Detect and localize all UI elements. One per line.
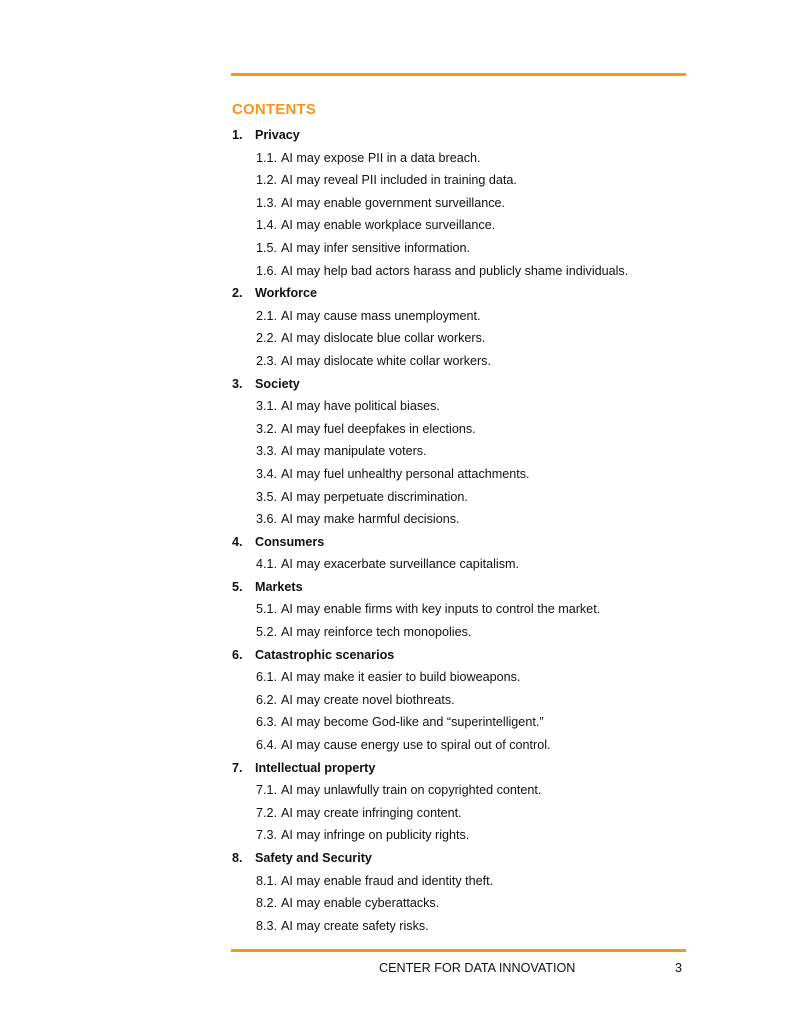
entry-text: AI may help bad actors harass and publicly shame individuals. xyxy=(281,263,629,278)
toc-section xyxy=(232,757,692,847)
entry-number: 7.1. xyxy=(256,783,278,798)
section-number: 2. xyxy=(232,286,243,301)
toc-section xyxy=(232,644,692,757)
entry-text: AI may manipulate voters. xyxy=(281,444,427,459)
section-title: Safety and Security xyxy=(255,851,372,865)
toc-entry[interactable] xyxy=(232,870,692,893)
section-title: Workforce xyxy=(255,286,318,301)
section-title: Intellectual property xyxy=(255,760,376,775)
toc-entry[interactable] xyxy=(232,418,692,441)
toc-entry[interactable] xyxy=(232,892,692,915)
contents-heading: CONTENTS xyxy=(232,101,317,118)
toc-entry[interactable] xyxy=(232,553,692,576)
toc-entry[interactable] xyxy=(232,824,692,847)
toc-entry[interactable] xyxy=(232,486,692,509)
entry-number: 6.1. xyxy=(256,670,278,685)
entry-text: AI may enable fraud and identity theft. xyxy=(281,873,494,888)
toc-section-heading[interactable] xyxy=(232,282,692,305)
top-rule xyxy=(231,73,686,76)
toc-entry[interactable] xyxy=(232,147,692,170)
toc-section xyxy=(232,576,692,644)
toc-entry[interactable] xyxy=(232,508,692,531)
entry-number: 7.2. xyxy=(256,805,278,820)
section-number: 6. xyxy=(232,647,243,662)
entry-number: 3.4. xyxy=(256,466,278,481)
entry-text: AI may enable workplace surveillance. xyxy=(281,218,496,233)
toc-section xyxy=(232,531,692,576)
table-of-contents xyxy=(232,124,692,937)
entry-text: AI may cause energy use to spiral out of control. xyxy=(281,738,551,753)
section-number: 4. xyxy=(232,534,243,549)
entry-number: 8.3. xyxy=(256,918,278,933)
toc-entry[interactable] xyxy=(232,260,692,283)
section-number: 7. xyxy=(232,760,243,775)
toc-entry[interactable] xyxy=(232,689,692,712)
toc-entry[interactable] xyxy=(232,598,692,621)
entry-text: AI may create novel biothreats. xyxy=(281,692,455,707)
entry-text: AI may enable firms with key inputs to control the market. xyxy=(281,602,601,617)
entry-number: 5.1. xyxy=(256,602,278,617)
toc-entry[interactable] xyxy=(232,711,692,734)
entry-number: 3.2. xyxy=(256,421,278,436)
entry-text: AI may reinforce tech monopolies. xyxy=(281,625,472,640)
entry-number: 3.1. xyxy=(256,399,278,414)
section-number: 5. xyxy=(232,579,243,594)
toc-entry[interactable] xyxy=(232,915,692,938)
entry-number: 1.3. xyxy=(256,195,278,210)
toc-entry[interactable] xyxy=(232,305,692,328)
entry-number: 3.6. xyxy=(256,512,278,527)
toc-entry[interactable] xyxy=(232,395,692,418)
toc-section xyxy=(232,282,692,372)
entry-text: AI may fuel deepfakes in elections. xyxy=(281,421,476,436)
entry-number: 8.1. xyxy=(256,873,278,888)
section-number: 1. xyxy=(232,128,243,142)
section-number: 8. xyxy=(232,851,243,865)
entry-number: 3.5. xyxy=(256,489,278,504)
toc-section-heading[interactable] xyxy=(232,531,692,554)
toc-section-heading[interactable] xyxy=(232,373,692,396)
entry-text: AI may cause mass unemployment. xyxy=(281,308,481,323)
section-title: Catastrophic scenarios xyxy=(255,647,395,662)
entry-text: AI may unlawfully train on copyrighted content. xyxy=(281,783,542,798)
entry-number: 4.1. xyxy=(256,557,278,572)
toc-entry[interactable] xyxy=(232,802,692,825)
toc-section-heading[interactable] xyxy=(232,124,692,147)
entry-text: AI may expose PII in a data breach. xyxy=(281,150,481,165)
toc-section-heading[interactable] xyxy=(232,644,692,667)
entry-number: 1.4. xyxy=(256,218,278,233)
bottom-rule xyxy=(231,949,686,952)
entry-number: 3.3. xyxy=(256,444,278,459)
toc-entry[interactable] xyxy=(232,327,692,350)
section-title: Privacy xyxy=(255,128,300,142)
entry-text: AI may enable government surveillance. xyxy=(281,195,506,210)
section-title: Society xyxy=(255,376,300,391)
page-number: 3 xyxy=(674,961,682,975)
toc-entry[interactable] xyxy=(232,169,692,192)
toc-entry[interactable] xyxy=(232,779,692,802)
entry-text: AI may create infringing content. xyxy=(281,805,462,820)
entry-number: 6.3. xyxy=(256,715,278,730)
toc-entry[interactable] xyxy=(232,350,692,373)
toc-entry[interactable] xyxy=(232,214,692,237)
entry-number: 7.3. xyxy=(256,828,278,843)
entry-number: 1.2. xyxy=(256,173,278,188)
entry-number: 1.5. xyxy=(256,240,278,255)
entry-text: AI may exacerbate surveillance capitalism. xyxy=(281,557,519,572)
entry-number: 2.3. xyxy=(256,353,278,368)
entry-text: AI may enable cyberattacks. xyxy=(281,896,440,911)
entry-text: AI may dislocate blue collar workers. xyxy=(281,331,486,346)
toc-entry[interactable] xyxy=(232,237,692,260)
toc-section-heading[interactable] xyxy=(232,757,692,780)
entry-number: 6.4. xyxy=(256,738,278,753)
entry-text: AI may infringe on publicity rights. xyxy=(281,828,470,843)
section-number: 3. xyxy=(232,376,243,391)
toc-section xyxy=(232,124,692,282)
entry-number: 1.1. xyxy=(256,150,278,165)
entry-text: AI may infer sensitive information. xyxy=(281,240,470,255)
toc-entry[interactable] xyxy=(232,463,692,486)
entry-number: 2.1. xyxy=(256,308,278,323)
toc-entry[interactable] xyxy=(232,440,692,463)
footer-org-name: CENTER FOR DATA INNOVATION xyxy=(379,961,576,975)
toc-section-heading[interactable] xyxy=(232,576,692,599)
toc-entry[interactable] xyxy=(232,621,692,644)
entry-text: AI may become God-like and “superintelligent.” xyxy=(281,715,544,730)
toc-entry[interactable] xyxy=(232,734,692,757)
toc-section xyxy=(232,373,692,531)
toc-entry[interactable] xyxy=(232,192,692,215)
entry-text: AI may reveal PII included in training data. xyxy=(281,173,517,188)
entry-number: 2.2. xyxy=(256,331,278,346)
toc-entry[interactable] xyxy=(232,666,692,689)
toc-section xyxy=(232,847,692,937)
toc-section-heading[interactable] xyxy=(232,847,692,870)
entry-text: AI may perpetuate discrimination. xyxy=(281,489,468,504)
entry-number: 1.6. xyxy=(256,263,278,278)
entry-number: 5.2. xyxy=(256,625,278,640)
entry-text: AI may dislocate white collar workers. xyxy=(281,353,491,368)
section-title: Markets xyxy=(255,579,303,594)
entry-text: AI may create safety risks. xyxy=(281,918,429,933)
entry-text: AI may make harmful decisions. xyxy=(281,512,460,527)
entry-text: AI may make it easier to build bioweapons. xyxy=(281,670,521,685)
section-title: Consumers xyxy=(255,534,325,549)
entry-text: AI may fuel unhealthy personal attachments. xyxy=(281,466,530,481)
entry-number: 8.2. xyxy=(256,896,278,911)
entry-text: AI may have political biases. xyxy=(281,399,440,414)
entry-number: 6.2. xyxy=(256,692,278,707)
